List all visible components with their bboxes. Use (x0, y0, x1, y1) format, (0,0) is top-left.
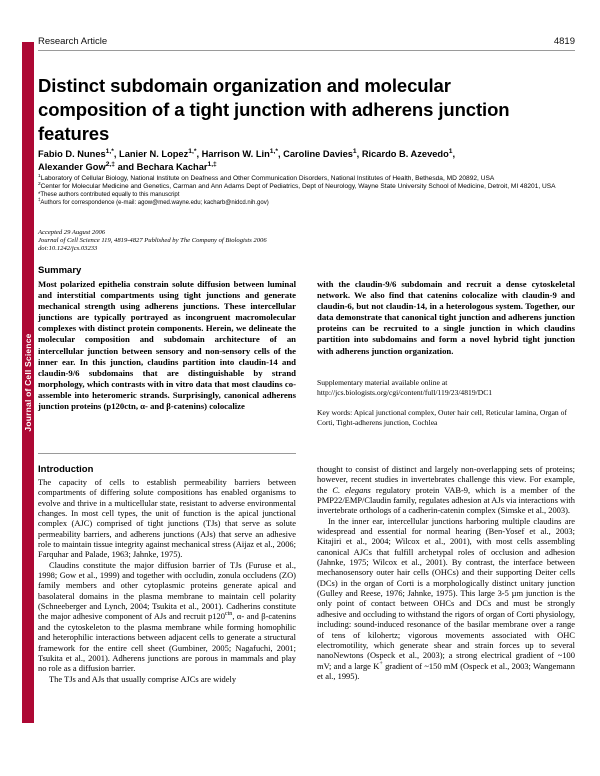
supplementary-label: Supplementary material available online at (317, 378, 448, 387)
footnote-equal-contribution: *These authors contributed equally to this manuscript (38, 191, 180, 198)
affiliation-block (38, 175, 573, 207)
journal-spine-label: Journal of Cell Science (23, 333, 33, 432)
footnote-correspondence: ‡Authors for correspondence (e-mail: agow@med.wayne.edu; kacharb@nidcd.nih.gov) (38, 196, 269, 206)
author-line-2: Alexander Gow$^{2,\ddagger}$ and Bechara Kachar$^{1,\ddagger}$ (38, 160, 217, 172)
article-page (38, 0, 575, 776)
paragraph: Claudins constitute the major diffusion barrier of TJs (Furuse et al., 1998; Gow et al., 1999) and together with occludin, zonula occludens (ZO) family members and other cytoplasmic proteins generate apical and basolateral domains in the plasma membrane to maintain cell polarity (Schneeberger and Lynch, 2004; Tsukita et al., 2001). Cadherins constitute the major adhesive component of AJs and recruit $p120^{ctn}$, α- and β-catenins and the cytoskeleton to the plasma membrane while forming homophilic and heterophilic interactions between adjacent cells to generate a structural framework for the entire cell sheet (Gumbiner, 2005; Nagafuchi, 2001; Tsukita et al., 2001). Adherens junctions are porous in mammals and play no role as a diffusion barrier. (38, 559, 296, 674)
author-list (38, 148, 570, 173)
paragraph: In the inner ear, intercellular junctions harboring multiple claudins are widespread and essential for normal hearing (Ben-Yosef et al., 2003; Kitajiri et al., 2004; Wilcox et al., 2001), with most cells assembling canonical AJCs that fulfill archetypal roles of occlusion and adhesion (Jahnke, 1975; Wilcox et al., 2001). By contrast, the interface between mechanosensory outer hair cells (OHCs) and their supporting Deiter cells (DCs) in the organ of Corti is a morphologically distinct unitary junction (Gulley and Reese, 1976; Jahnke, 1975). This large 3-5 µm junction is the only point of contact between OHCs and DCs and must be strongly adhesive and occluding to withstand the rigors of organ of Corti physiology, including: sound-induced resonance of the basilar membrane over a range of tens of kilohertz; vigorous movements associated with OHC electromotility, which generate shear and strain forces up to several nanoNewtons (Ospeck et al., 2003); a strong electrical gradient of ~100 mV; and a large K+ gradient of ~150 mM (Ospeck et al., 2003; Wangemann et al., 1995). (317, 515, 575, 681)
article-type-label: Research Article (38, 36, 108, 47)
doi-text: doi:10.1242/jcs.03233 (38, 245, 98, 253)
publication-info (38, 229, 438, 254)
supplementary-url[interactable]: http://jcs.biologists.org/cgi/content/full/119/23/4819/DC1 (317, 387, 493, 397)
author-line-1: Fabio D. Nunes$^{1,*}$, Lanier N. Lopez$^{1,*}$, Harrison W. Lin$^{1,*}$, Caroline Davies$^1$, Ricardo B. Azevedo$^1$, (38, 147, 456, 159)
keywords-line: Key words: Apical junctional complex, Outer hair cell, Reticular lamina, Organ of Corti, Tight-adherens junction, Cochlea (317, 408, 567, 427)
supplementary-material-note (317, 378, 575, 397)
header-divider (38, 50, 575, 51)
affiliation-2: $^2$Center for Molecular Medicine and Genetics, Carman and Ann Adams Dept of Pediatrics, Dept of Neurology, Wayne State University School of Medicine, Detroit, MI 48201, USA (38, 182, 556, 191)
page-number: 4819 (553, 36, 575, 47)
paragraph: The capacity of cells to establish permeability barriers between compartments of differing solute compositions has enabled organisms to evolve and thrive in a multicellular state, resistant to adverse environmental changes. In most cell types, the unit of function is the apical junctional complex (AJC) comprised of tight junctions (TJs) that serve as solute permeability barriers, and adherens junctions (AJs) that serve an adhesive role to maintain tissue integrity against mechanical stress (Aijaz et al., 2006; Farquhar and Palade, 1963; Jahnke, 1975). (38, 477, 296, 560)
journal-citation: Journal of Cell Science 119, 4819-4827 Published by The Company of Biologists 2006 (38, 237, 267, 245)
summary-text-left: Most polarized epithelia constrain solute diffusion between luminal and interstitial compartments using tight junctions and generate mechanical strength using adherens junctions. These intercellular junctions are typically portrayed as incongruent macromolecular complexes with distinct protein components. Herein, we delineate the molecular composition and subdomain architecture of an intercellular junction between sensory and non-sensory cells of the inner ear. In this junction, claudins partition into claudin-14 and claudin-9/6 subdomains that are distinguishable by strand morphology, which contrasts with in vitro data that most claudins co-assemble into heteromeric strands. Surprisingly, canonical adherens junction proteins (p120ctn, α- and β-catenins) colocalize (38, 279, 296, 412)
body-column-right (317, 464, 575, 681)
paragraph: The TJs and AJs that usually comprise AJCs are widely (49, 673, 237, 684)
paragraph: thought to consist of distinct and largely non-overlapping sets of proteins; however, recent studies in invertebrates challenge this view. For example, the C. elegans regulatory protein VAB-9, which is a member of the PMP22/EMP/Claudin family, regulates adhesion at AJs via interactions with invertebrate orthologs of a cadherin-catenin complex (Simske et al., 2003). (317, 464, 576, 516)
journal-spine-bar (22, 42, 34, 723)
summary-heading: Summary (38, 265, 82, 276)
body-column-left (38, 477, 296, 684)
introduction-heading: Introduction (38, 464, 94, 475)
accepted-date: Accepted 29 August 2006 (38, 229, 106, 236)
introduction-divider (38, 453, 296, 454)
running-head (38, 36, 575, 47)
summary-text-right: with the claudin-9/6 subdomain and recruit a dense cytoskeletal network. We also find that catenins colocalize with claudin-9 and claudin-6, but not claudin-14, in a heterologous system. Together, our data demonstrate that canonical tight junction and adherens junction proteins can be recruited to a single junction in which claudins partition into subdomains and form a novel hybrid tight junction with adherens junction organization. (317, 279, 575, 356)
article-title: Distinct subdomain organization and molecular composition of a tight junction with adherens junction features (38, 75, 510, 145)
affiliation-1: $^1$Laboratory of Cellular Biology, National Institute on Deafness and Other Communication Disorders, National Institutes of Health, Bethesda, MD 20892, USA (38, 173, 495, 182)
